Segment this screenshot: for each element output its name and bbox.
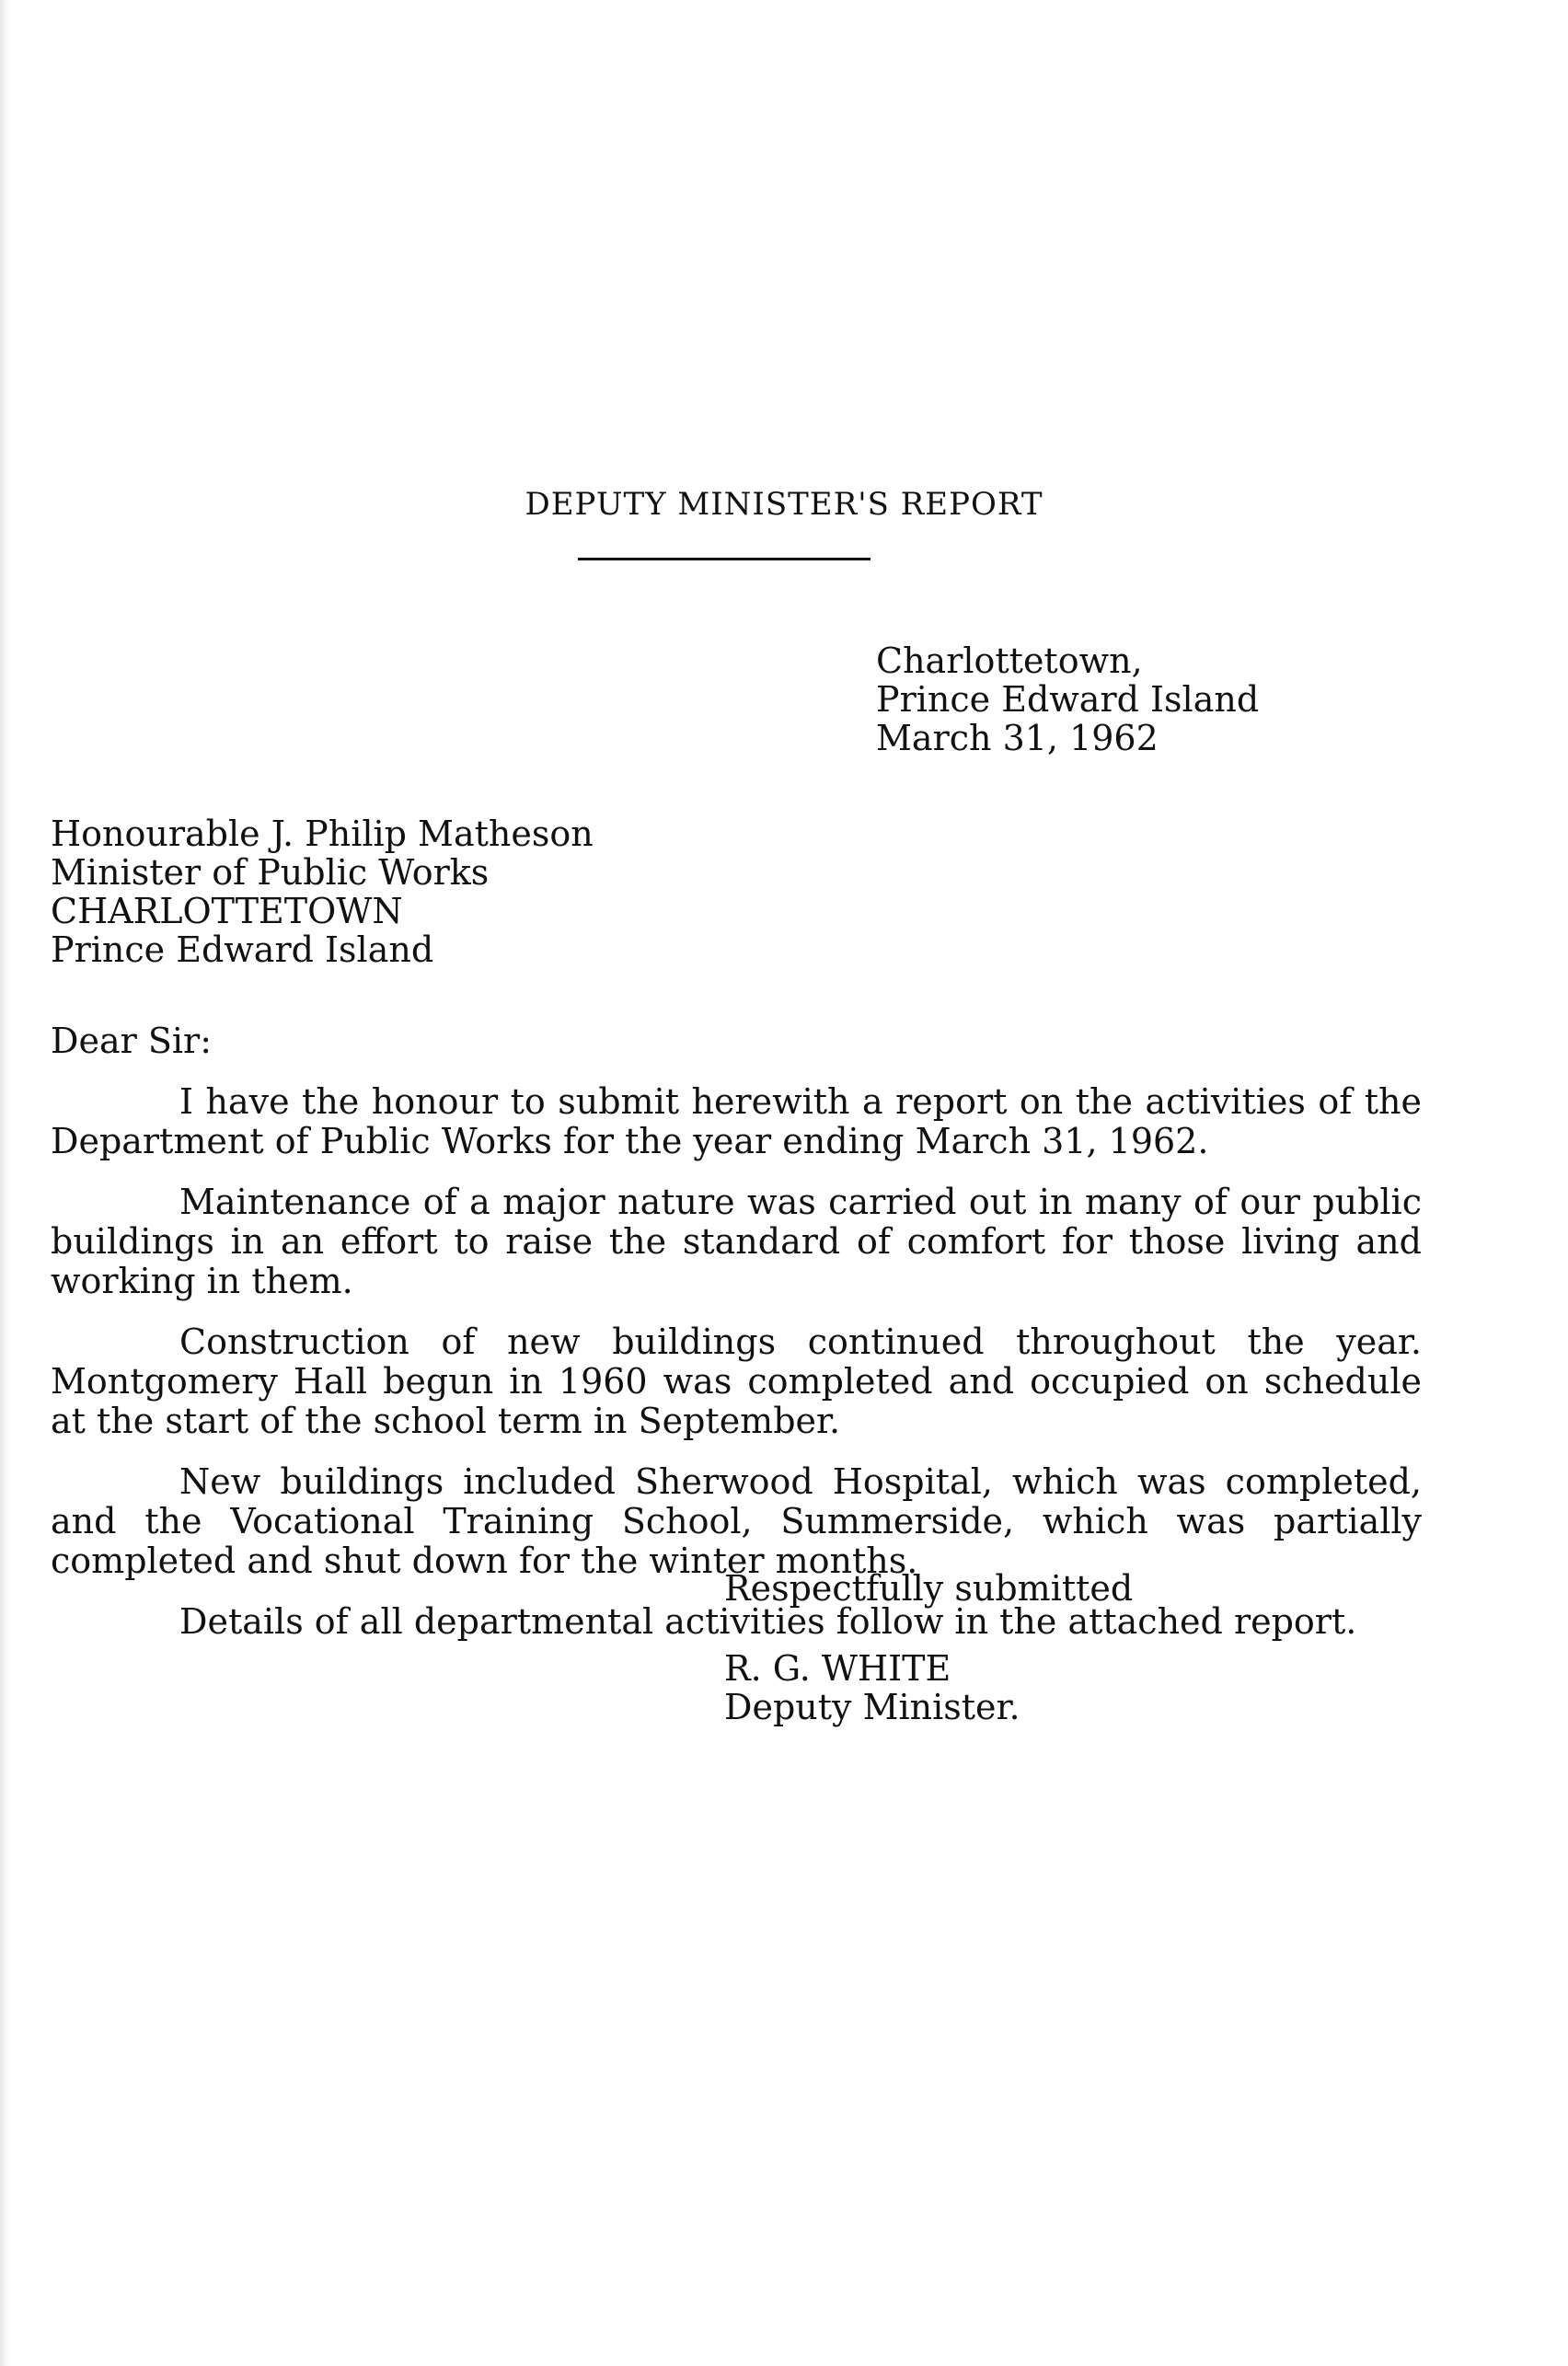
closing: Respectfully submitted xyxy=(724,1568,1134,1609)
addressee-province: Prince Edward Island xyxy=(51,929,434,970)
page-edge xyxy=(0,0,9,2366)
paragraph: Maintenance of a major nature was carried out in many of our public buildings in an effort to raise the standard of comfort for those living and working in them. xyxy=(51,1182,1422,1301)
paragraph: Construction of new buildings continued throughout the year. Montgomery Hall begun in 1960 was completed and occupied on schedule at the start of the school term in September. xyxy=(51,1321,1422,1441)
place-date-block xyxy=(876,641,1259,757)
letter-date: March 31, 1962 xyxy=(876,718,1159,758)
salutation: Dear Sir: xyxy=(51,1021,213,1061)
signature-block xyxy=(724,1649,1020,1726)
place-province: Prince Edward Island xyxy=(876,679,1260,720)
paragraph: Details of all departmental activities follow in the attached report. xyxy=(179,1601,1357,1642)
addressee-block xyxy=(51,814,594,969)
addressee-city: CHARLOTTETOWN xyxy=(51,891,403,931)
report-title: DEPUTY MINISTER'S REPORT xyxy=(525,485,1043,523)
paragraph: I have the honour to submit herewith a report on the activities of the Department of Public Works for the year ending March 31, 1962. xyxy=(51,1081,1422,1161)
place-city: Charlottetown, xyxy=(876,641,1143,681)
signatory-name: R. G. WHITE xyxy=(724,1648,951,1689)
addressee-name: Honourable J. Philip Matheson xyxy=(51,814,594,854)
addressee-position: Minister of Public Works xyxy=(51,852,490,893)
paragraph: New buildings included Sherwood Hospital, which was completed, and the Vocational Training School, Summerside, which was partially completed and shut down for the winter months. xyxy=(51,1461,1422,1581)
title-rule xyxy=(578,558,870,560)
signatory-title: Deputy Minister. xyxy=(724,1687,1020,1727)
